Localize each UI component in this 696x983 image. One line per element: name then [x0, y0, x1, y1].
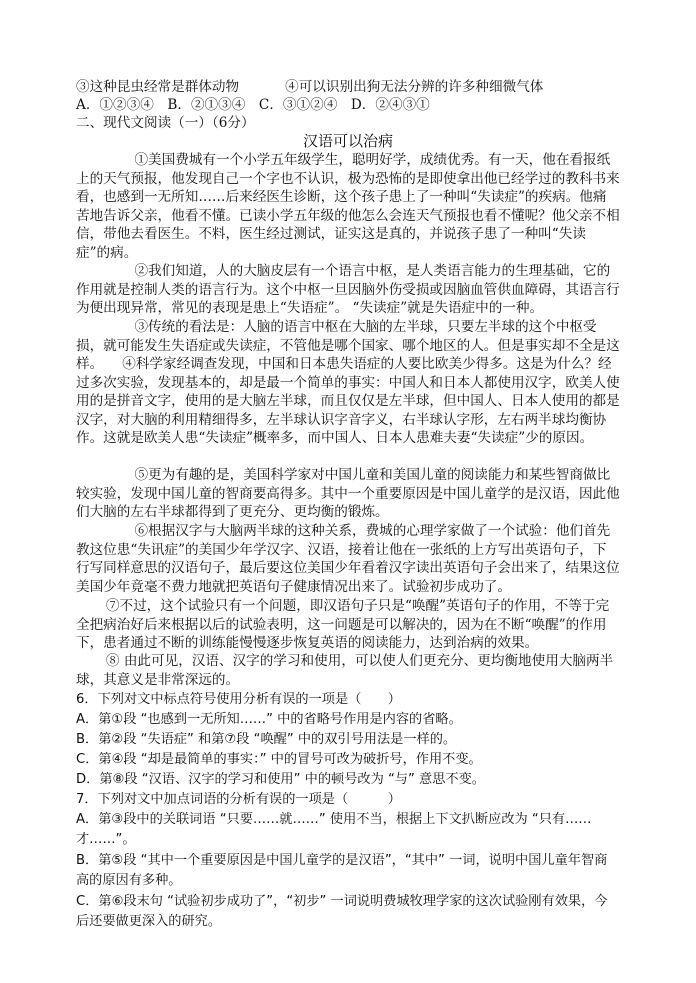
paragraph-1: ①美国费城有一个小学五年级学生，聪明好学，成绩优秀。有一天，他在看报纸上的天气预报，他发现自己一个字也不认识，极为恐怖的是即使拿出他已经学过的教科书来看，也感到一无所知……后来经医生诊断，这个孩子患上了一种叫“失读症”的疾病。他痛苦地告诉父亲，他看不懂。已读小学五年级的他怎么会连天气预报也看不懂呢？他父亲不相信，带他去看医生。不料，医生经过测试，证实这是真的，并说孩子患了一种叫“失读症”的病。 [76, 152, 620, 261]
paragraph-7: ⑦不过，这个试验只有一个问题，即汉语句子只是“唤醒”英语句子的作用，不等于完全把病治好后来根据以后的试验表明，这一问题是可以解决的，因为在不断“唤醒”的作用下，患者通过不断的训练能慢慢逐步恢复英语的阅读能力，达到治病的效果。 [76, 598, 610, 652]
section-heading: 二、现代文阅读（一）（6分） [76, 115, 255, 131]
option-line-3-4 [76, 78, 620, 97]
paragraph-3: ③传统的看法是：人脑的语言中枢在大脑的左半球，只要左半球的这个中枢受损，就可能发生失语症或失读症，不管他是哪个国家、哪个地区的人。但是事实却不全是这样。 [76, 319, 620, 373]
answer-choices: A．①②③④ B．②①③④ C．③①②④ D．②④③① [76, 97, 430, 113]
question-6-option-a: A．第①段 “也感到一无所知……” 中的省略号作用是内容的省略。 [76, 712, 462, 727]
paragraph-5: ⑤更为有趣的是，美国科学家对中国儿童和美国儿童的阅读能力和某些智商做比较实验，发现中国儿童的智商要高得多。其中一个重要原因是中国儿童学的是汉语，因此他们大脑的左右半球都得到了更充分、更均衡的锻炼。 [76, 467, 620, 521]
option-4: ④可以识别出狗无法分辨的许多种细微气体 [285, 79, 544, 95]
paragraph-4: ④科学家经调查发现，中国和日本患失语症的人要比欧美少得多。这是为什么？经过多次实验，发现基本的，却是最一个简单的事实：中国人和日本人都使用汉字，欧美人使用的是拼音文字，使用的是大脑左半球，而且仅仅是左半球，但中国人、日本人使用的都是汉字，对大脑的利用精细得多，左半球认识字音字义，右半球认字形，左右两半球均衡协作。这就是欧美人患“失读症”概率多，而中国人、日本人患难夫妻“失读症”少的原因。 [76, 356, 620, 447]
question-6-option-c: C．第④段 “却是最简单的事实：” 中的冒号可改为破折号，作用不变。 [76, 752, 482, 767]
paragraph-2: ②我们知道，人的大脑皮层有一个语言中枢，是人类语言能力的生理基础，它的作用就是控制人类的语言行为。这个中枢一旦因脑外伤受损或因脑血管供血障碍，其语言行为便出现异常，常见的表现是患上“失语症”。 “失读症”就是失语症中的一种。 [76, 263, 620, 317]
question-6-stem: 6．下列对文中标点符号使用分析有误的一项是（ ） [76, 692, 401, 707]
option-3: ③这种昆虫经常是群体动物 [76, 79, 240, 95]
question-6-option-d: D．第⑧段 “汉语、汉字的学习和使用” 中的顿号改为 “与” 意思不变。 [76, 772, 485, 787]
article-title: 汉语可以治病 [302, 132, 393, 150]
question-7-option-a: A．第③段中的关联词语 “只要……就……” 使用不当，根据上下文扒断应改为 “只有……才……”。 [76, 812, 592, 847]
question-7-option-b: B．第⑤段 “其中一个重要原因是中国儿童学的是汉语”，“其中” 一词，说明中国儿童年智商高的原因有多种。 [76, 853, 608, 888]
paragraph-8: ⑧ 由此可见，汉语、汉字的学习和使用，可以使人们更充分、更均衡地使用大脑两半球，其意义是非常深远的。 [76, 653, 614, 688]
question-7-option-c: C．第⑥段末句 “试验初步成功了”，“初步” 一词说明费城牧理学家的这次试验刚有效果，今后还要做更深入的研究。 [76, 894, 608, 929]
question-7-stem: 7．下列对文中加点词语的分析有误的一项是（ ） [76, 792, 401, 807]
paragraph-6: ⑥根据汉字与大脑两半球的这种关系，费城的心理学家做了一个试验：他们首先教这位患“失讯症”的美国少年学汉字、汉语，接着让他在一张纸的上方写出英语句子，下行写同样意思的汉语句子，最后要这位美国少年看着汉字读出英语句子会出来了，结果这位美国少年竟毫不费力地就把英语句子健康情况出来了。试验初步成功了。 [76, 523, 620, 595]
question-6-option-b: B．第②段 “失语症” 和第⑦段 “唤醒” 中的双引号用法是一样的。 [76, 732, 457, 747]
